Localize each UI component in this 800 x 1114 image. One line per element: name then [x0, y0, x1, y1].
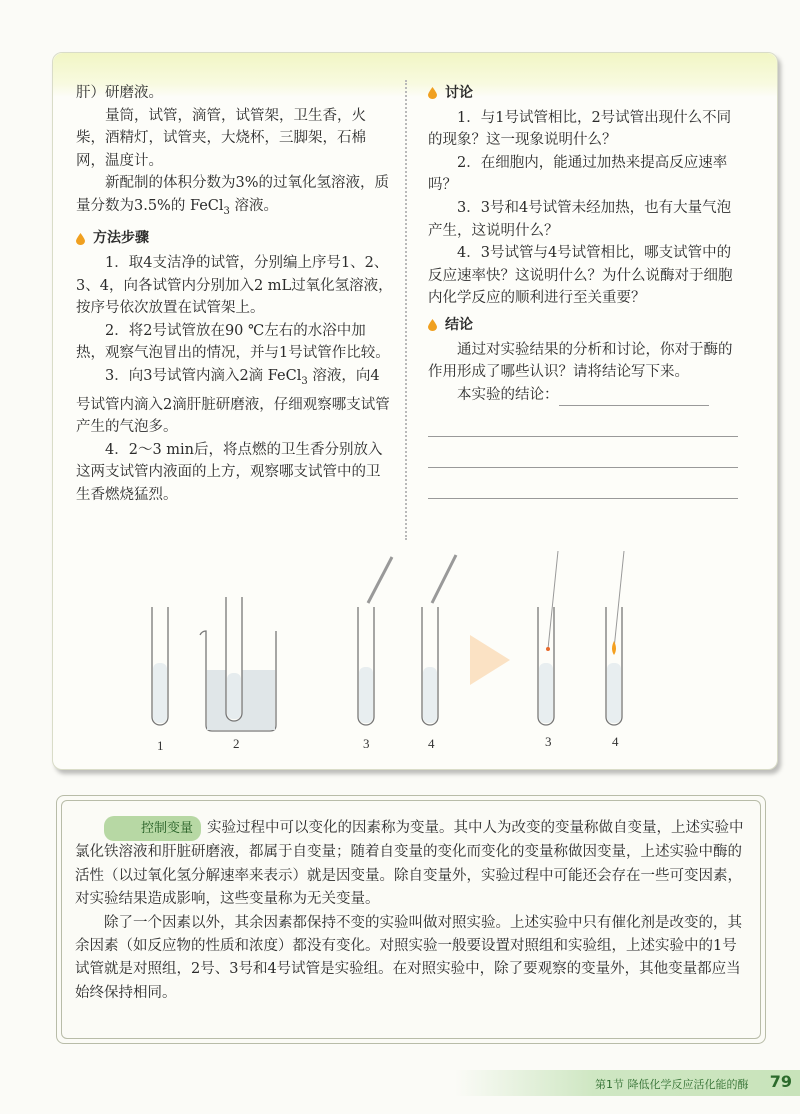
figure-label: 3 [363, 736, 370, 751]
materials-line-1: 肝）研磨液。 [76, 85, 163, 101]
step-1: 1．取4支洁净的试管，分别编上序号1、2、3、4，向各试管内分别加入2 mL过氧化氢溶液，按序号依次放置在试管架上。 [76, 255, 393, 317]
arrow-icon [470, 635, 510, 685]
materials-line-3: 新配制的体积分数为3%的过氧化氢溶液，质量分数为3.5%的 FeCl$_3$ 溶液。 [76, 175, 390, 217]
control-variable-tag: 控制变量 [104, 816, 201, 841]
page-number: 79 [769, 1072, 792, 1091]
step-4: 4．2～3 min后，将点燃的卫生香分别放入这两支试管内液面的上方，观察哪支试管中的卫生香燃烧猛烈。 [76, 441, 383, 503]
discussion-1: 1．与1号试管相比，2号试管出现什么不同的现象？这一现象说明什么？ [428, 109, 732, 149]
column-divider [405, 80, 407, 540]
step-2: 2．将2号试管放在90 ℃左右的水浴中加热，观察气泡冒出的情况，并与1号试管作比较。 [76, 322, 390, 362]
discussion-4: 4．3号试管与4号试管相比，哪支试管中的反应速率快？这说明什么？为什么说酶对于细胞内化学反应的顺利进行至关重要？ [428, 245, 733, 307]
methods-heading: 方法步骤 [76, 227, 394, 250]
ember [546, 647, 550, 651]
answer-blank-line[interactable] [428, 468, 738, 499]
step-3: 3．向3号试管内滴入2滴 FeCl$_3$ 溶液，向4号试管内滴入2滴肝脏研磨液，仔细观察哪支试管产生的气泡多。 [76, 368, 390, 436]
conclusion-heading: 结论 [428, 314, 738, 337]
page-footer [455, 1070, 800, 1096]
figure-label: 1 [157, 738, 164, 753]
dropper [368, 557, 392, 603]
flame [612, 641, 616, 655]
incense-stick [548, 551, 558, 649]
conclusion-prompt: 通过对实验结果的分析和讨论，你对于酶的作用形成了哪些认识？请将结论写下来。 [428, 341, 733, 381]
control-variable-text [75, 816, 747, 1005]
paragraph-1: 控制变量 实验过程中可以变化的因素称为变量。其中人为改变的变量称做自变量，上述实验中氯化铁溶液和肝脏研磨液，都属于自变量；随着自变量的变化而变化的变量称做因变量，上述实验中酶的活性（以过氧化氢分解速率来表示）就是因变量。除自变量外，实验过程中可能还会存在一些可变因素，对实验结果造成影响，这些变量称为无关变量。 [75, 816, 747, 912]
experiment-figure [120, 545, 660, 755]
section-title: 第1节 降低化学反应活化能的酶 [595, 1078, 749, 1091]
figure-label: 2 [233, 736, 240, 751]
figure-label: 3 [545, 734, 552, 749]
drop-icon [76, 233, 85, 245]
conclusion-answer-line: 本实验的结论： [428, 384, 738, 407]
answer-blank-line[interactable] [428, 406, 738, 437]
answer-blank-line[interactable] [428, 437, 738, 468]
discussion-2: 2．在细胞内，能通过加热来提高反应速率吗？ [428, 154, 728, 194]
drop-icon [428, 87, 437, 99]
paragraph-2: 除了一个因素以外，其余因素都保持不变的实验叫做对照实验。上述实验中只有催化剂是改变的，其余因素（如反应物的性质和浓度）都没有变化。对照实验一般要设置对照组和实验组，上述实验中的1号试管就是对照组，2号、3号和4号试管是实验组。在对照实验中，除了要观察的变量外，其他变量都应当始终保持相同。 [75, 914, 742, 1001]
control-variable-box [56, 795, 766, 1044]
left-column [76, 82, 394, 506]
figure-label: 4 [612, 734, 619, 749]
drop-icon [428, 319, 437, 331]
materials-line-2: 量筒，试管，滴管，试管架，卫生香，火柴，酒精灯，试管夹，大烧杯，三脚架，石棉网，温度计。 [76, 107, 366, 169]
dropper [432, 555, 456, 603]
answer-blank[interactable] [559, 391, 709, 406]
discussion-heading: 讨论 [428, 82, 738, 105]
right-column [428, 82, 738, 499]
discussion-3: 3．3号和4号试管未经加热，也有大量气泡产生，这说明什么？ [428, 199, 732, 239]
figure-label: 4 [428, 736, 435, 751]
